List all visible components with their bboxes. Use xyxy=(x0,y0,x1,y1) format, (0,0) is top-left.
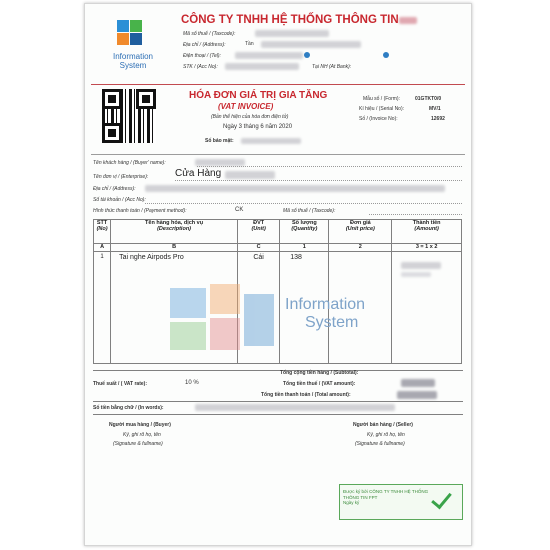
subtotal-label: Tổng cộng tiền hàng / (Subtotal): xyxy=(280,370,359,376)
seller-sign-title: Người bán hàng / (Seller) xyxy=(353,422,413,428)
company-logo xyxy=(105,18,165,80)
seller-phone-label: Điện thoại / (Tel): xyxy=(183,53,221,59)
seller-name: CÔNG TY TNHH HỆ THỐNG THÔNG TIN xyxy=(181,14,399,26)
buyer-address-label: Địa chỉ / (Address): xyxy=(93,186,136,192)
in-words-label: Số tiền bằng chữ / (In words): xyxy=(93,405,164,411)
col-header-price: Đơn giá (Unit price) xyxy=(329,220,392,244)
col-header-unit: ĐVT (Unit) xyxy=(237,220,279,244)
payment-value: CK xyxy=(235,207,244,213)
row-qty: 138 xyxy=(280,252,329,364)
invoice-title: HÓA ĐƠN GIÁ TRỊ GIA TĂNG xyxy=(189,90,328,101)
col-header-qty: Số lượng (Quantity) xyxy=(280,220,329,244)
phone-icon xyxy=(304,52,310,58)
seller-taxcode-label: Mã số thuế / (Taxcode): xyxy=(183,31,236,37)
logo-text xyxy=(103,52,163,70)
header-divider xyxy=(91,84,465,85)
buyer-sign-title: Người mua hàng / (Buyer) xyxy=(109,422,171,428)
invoice-date: Ngày 3 tháng 6 năm 2020 xyxy=(223,124,293,130)
col-header-no: STT (No) xyxy=(94,220,111,244)
seller-account-label: STK / (Acc No): xyxy=(183,64,218,70)
buyer-divider xyxy=(91,154,465,155)
fax-icon xyxy=(383,52,389,58)
invoice-subtitle: (VAT INVOICE) xyxy=(218,102,274,111)
invoice-note: (Bản thể hiện của hóa đơn điện tử) xyxy=(211,114,289,120)
buyer-name-label: Tên khách hàng / (Buyer' name): xyxy=(93,160,166,166)
row-no: 1 xyxy=(94,252,111,364)
form-value: 01GTKT0/0 xyxy=(415,96,442,102)
buyer-tax-label: Mã số thuế / (Taxcode): xyxy=(283,208,336,214)
vat-amount-label: Tổng tiền thuế / (VAT amount): xyxy=(283,381,356,387)
table-code-row: A B C 1 2 3 = 1 x 2 xyxy=(94,244,462,252)
vat-rate-label: Thuế suất / ( VAT rate): xyxy=(93,381,147,387)
logo-line2: System xyxy=(119,61,147,70)
table-header-row xyxy=(94,220,462,244)
total-label: Tổng tiền thanh toán / (Total amount): xyxy=(261,392,351,398)
enterprise-value: Cửa Hàng xyxy=(175,168,222,179)
buyer-account-label: Số tài khoản / (Acc No): xyxy=(93,197,146,203)
seller-bank-label: Tại NH (At Bank): xyxy=(312,64,352,70)
vat-rate-value: 10 % xyxy=(185,380,199,386)
watermark-text: Information System xyxy=(285,296,366,331)
seller-sign-sub: Ký, ghi rõ họ, tên xyxy=(367,432,405,438)
row-unit: Cái xyxy=(237,252,279,364)
buyer-sign-sub: Ký, ghi rõ họ, tên xyxy=(123,432,161,438)
form-label: Mẫu số / (Form): xyxy=(363,96,400,102)
invoice-paper xyxy=(84,3,472,546)
row-desc: Tai nghe Airpods Pro xyxy=(111,252,238,364)
col-header-desc: Tên hàng hóa, dịch vụ (Description) xyxy=(111,220,238,244)
seller-address-value: Tần xyxy=(245,41,254,47)
col-header-amount: Thành tiền (Amount) xyxy=(392,220,462,244)
seller-address-label: Địa chỉ / (Address): xyxy=(183,42,226,48)
serial-value: MV/1 xyxy=(429,106,441,112)
payment-label: Hình thức thanh toán / (Payment method): xyxy=(93,208,187,214)
buyer-sign-sub-en: (Signature & fullname) xyxy=(113,441,163,447)
seller-sign-sub-en: (Signature & fullname) xyxy=(355,441,405,447)
qr-code xyxy=(102,89,156,143)
serial-label: Kí hiệu / (Serial No): xyxy=(359,106,405,112)
number-label: Số / (Invoice No): xyxy=(359,116,398,122)
check-icon xyxy=(431,488,452,510)
digital-signature-stamp: Được ký bởi CÔNG TY TNHH HỆ THỐNG THÔNG TIN FPT Ngày ký xyxy=(339,484,463,520)
enterprise-label: Tên đơn vị / (Enterprise): xyxy=(93,174,149,180)
number-value: 12692 xyxy=(431,116,445,122)
logo-line1: Information xyxy=(112,52,154,61)
lookup-label: Số bảo mật: xyxy=(205,138,234,144)
